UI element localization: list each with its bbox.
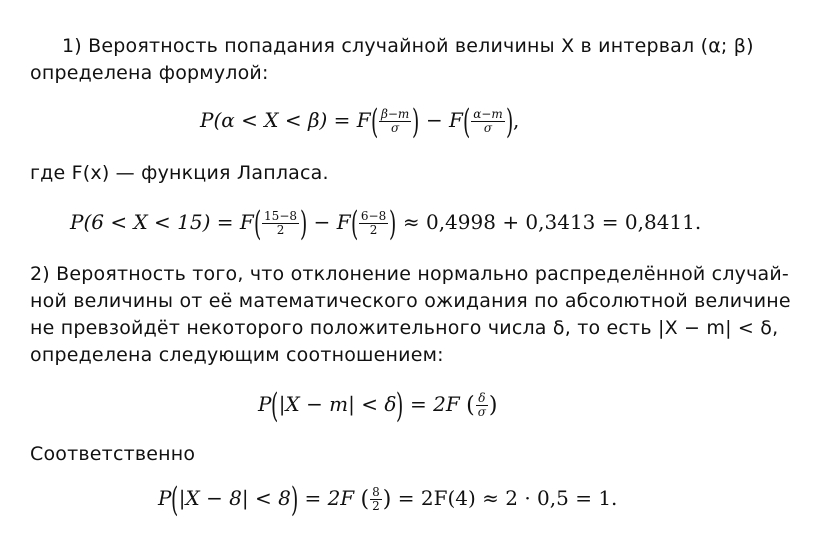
formula2-fraction-1 (262, 210, 299, 237)
formula4-fraction (370, 486, 382, 513)
para1-line2: определена формулой: (30, 62, 269, 84)
formula2-frac2-denominator: 2 (369, 223, 378, 237)
para2-line1: 2) Вероятность того, что отклонение нормально распределённой случай- (30, 263, 789, 285)
formula4-lhs: P (158, 486, 172, 510)
formula2-mid: − F (313, 210, 351, 234)
formula4-inner: |X − 8| < 8 (178, 486, 291, 510)
formula1-mid: − F (425, 108, 463, 132)
formula-numeric-example: P(6 < X < 15) = F( $\frac{15-8}{2}$ ) − F( $\frac{6-8}{2}$ ) ≈ 0,4998 + 0,3413 = 0,8411. (70, 203, 702, 244)
formula2-lhs: P(6 < X < 15) = F (70, 210, 254, 234)
formula1-lhs: P(α < X < β) = F (200, 108, 371, 132)
formula-deviation-example: P(|X − 8| < 8) = 2F ( $\frac{8}{2}$ ) = 2F(4) ≈ 2 · 0,5 = 1. (158, 479, 618, 520)
para2-line3: не превзойдёт некоторого положительного числа δ, то есть |X − m| < δ, (30, 317, 779, 339)
para2-line2: ной величины от её математического ожидания по абсолютной величине (30, 290, 791, 312)
formula1-frac2-numerator: α−m (473, 107, 503, 121)
formula2-frac1-numerator: 15−8 (264, 209, 298, 223)
formula4-frac-denominator: 2 (372, 499, 380, 513)
formula3-frac-denominator: σ (477, 405, 486, 419)
formula3-frac-numerator: δ (476, 392, 488, 406)
formula4-mid: = 2F (304, 486, 355, 510)
formula-interval-probability: P(α < X < β) = F( $\frac{\beta-m}{\sigma}$ ) − F( $\frac{\alpha-m}{\sigma}$ ), (200, 101, 520, 142)
formula1-fraction-beta (379, 108, 411, 135)
formula3-inner: |X − m| < δ (278, 392, 397, 416)
formula2-frac1-denominator: 2 (276, 223, 285, 237)
formula-deviation-probability: P(|X − m| < δ) = 2F ( $\frac{\delta}{\sigma}$ ) (258, 385, 498, 426)
formula4-tail: = 2F(4) ≈ 2 · 0,5 = 1. (397, 486, 618, 510)
para1-line1: 1) Вероятность попадания случайной величины X в интервал (α; β) (62, 35, 754, 57)
formula1-frac1-denominator: σ (391, 121, 400, 135)
formula1-frac1-numerator: β−m (380, 107, 410, 121)
formula3-fraction (476, 392, 488, 419)
formula3-lhs: P (258, 392, 272, 416)
para2-line4: определена следующим соотношением: (30, 344, 444, 366)
formula1-frac2-denominator: σ (483, 121, 493, 135)
formula2-frac2-numerator: 6−8 (360, 209, 387, 223)
formula1-fraction-alpha (471, 108, 505, 135)
formula4-frac-numerator: 8 (372, 485, 380, 499)
correspondingly-label: Соответственно (30, 443, 196, 465)
formula2-tail: ≈ 0,4998 + 0,3413 = 0,8411. (402, 210, 702, 234)
laplace-function-note: где F(x) — функция Лапласа. (30, 162, 329, 184)
formula1-tail: , (513, 108, 520, 132)
formula3-mid: = 2F (410, 392, 460, 416)
formula2-fraction-2 (359, 210, 388, 237)
